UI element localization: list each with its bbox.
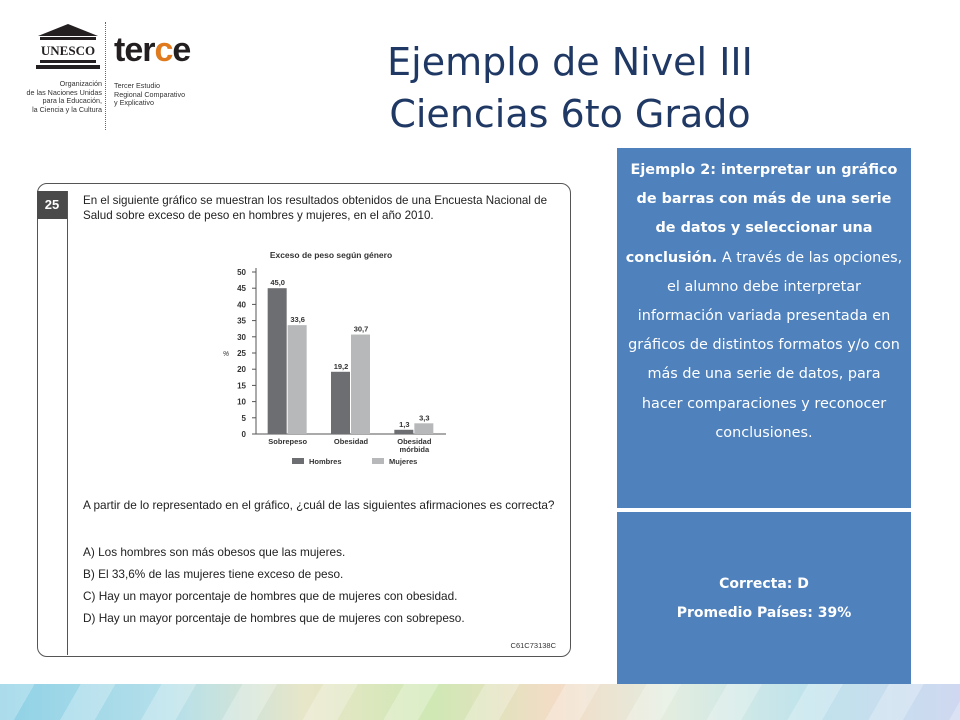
description-panel — [617, 148, 912, 508]
y-tick-label: 10 — [237, 397, 246, 407]
bar-hombres — [268, 288, 287, 434]
option-b[interactable]: B) El 33,6% de las mujeres tiene exceso de peso. — [83, 567, 344, 581]
y-tick-label: 30 — [237, 332, 246, 342]
category-label: Obesidad — [333, 437, 369, 446]
category-label: Obesidad — [397, 437, 432, 446]
category-label: mórbida — [399, 445, 430, 454]
chart-title: Exceso de peso según género — [269, 250, 393, 260]
option-d[interactable]: D) Hay un mayor porcentaje de hombres que de mujeres con sobrepeso. — [83, 611, 465, 625]
y-tick-label: 0 — [241, 430, 246, 439]
bar-chart-svg — [178, 246, 458, 476]
y-tick-label: 25 — [237, 349, 246, 358]
unesco-logo — [14, 22, 102, 114]
question-number: 25 — [37, 191, 67, 219]
y-axis-label: % — [222, 351, 230, 358]
data-label: 3,3 — [419, 413, 430, 423]
option-a[interactable]: A) Los hombres son más obesos que las mujeres. — [83, 545, 346, 559]
question-text: En el siguiente gráfico se muestran los resultados obtenidos de una Encuesta Nacional de Salud sobre exceso de peso en hombres y mujeres, en el año 2010. — [83, 194, 548, 222]
legend-label: Mujeres — [389, 457, 418, 466]
terce-subtitle: Tercer Estudio Regional Comparativo y Explicativo — [114, 81, 186, 108]
data-label: 45,0 — [270, 278, 285, 288]
question-box — [37, 183, 571, 657]
y-tick-label: 40 — [237, 300, 246, 310]
option-c[interactable]: C) Hay un mayor porcentaje de hombres que de mujeres con obesidad. — [83, 589, 458, 603]
bar-hombres — [331, 372, 350, 434]
bar-mujeres — [288, 325, 307, 434]
category-label: Sobrepeso — [268, 437, 308, 446]
y-tick-label: 5 — [241, 413, 246, 423]
data-label: 30,7 — [353, 324, 369, 334]
unesco-temple-icon — [14, 22, 102, 74]
unesco-org-name: Organización de las Naciones Unidas para la Educación, la Ciencia y la Cultura — [26, 79, 102, 114]
logo-divider — [105, 22, 106, 130]
page-title — [290, 36, 850, 140]
question-prompt: A partir de lo representado en el gráfico, ¿cuál de las siguientes afirmaciones es correcta? — [83, 498, 555, 512]
legend-label: Hombres — [309, 457, 342, 466]
footer-decoration — [0, 684, 960, 720]
data-label: 1,3 — [399, 419, 410, 429]
bar-hombres — [394, 430, 413, 434]
bar-chart — [178, 246, 458, 476]
y-tick-label: 50 — [237, 268, 246, 277]
correct-answer: Correcta: D — [719, 576, 809, 592]
terce-logo — [114, 32, 190, 108]
data-label: 19,2 — [333, 361, 349, 371]
y-tick-label: 45 — [237, 284, 246, 294]
bar-mujeres — [351, 335, 370, 434]
y-tick-label: 20 — [237, 365, 246, 375]
legend-swatch — [372, 458, 384, 464]
country-average: Promedio Países: 39% — [676, 605, 852, 621]
title-line-1: Ejemplo de Nivel III — [387, 40, 753, 84]
y-tick-label: 15 — [237, 381, 246, 391]
description-text: Ejemplo 2: interpretar un gráfico de barras con más de una serie de datos y seleccionar una conclusión. A través de las opciones, el alumno debe interpretar información variada presentada en gráficos de distintos formatos y/o con más de una serie de datos, para hacer comparaciones y reconocer conclusiones. — [625, 162, 903, 441]
answer-options — [83, 541, 563, 629]
y-tick-label: 35 — [237, 316, 246, 326]
unesco-word: UNESCO — [40, 43, 96, 58]
item-code: C61C73138C — [510, 641, 556, 650]
data-label: 33,6 — [290, 315, 305, 325]
title-line-2: Ciencias 6to Grado — [389, 92, 751, 136]
legend-swatch — [292, 458, 304, 464]
terce-wordmark: terce — [114, 31, 191, 69]
bar-mujeres — [414, 423, 433, 434]
question-divider — [67, 191, 68, 655]
result-panel — [617, 512, 911, 684]
